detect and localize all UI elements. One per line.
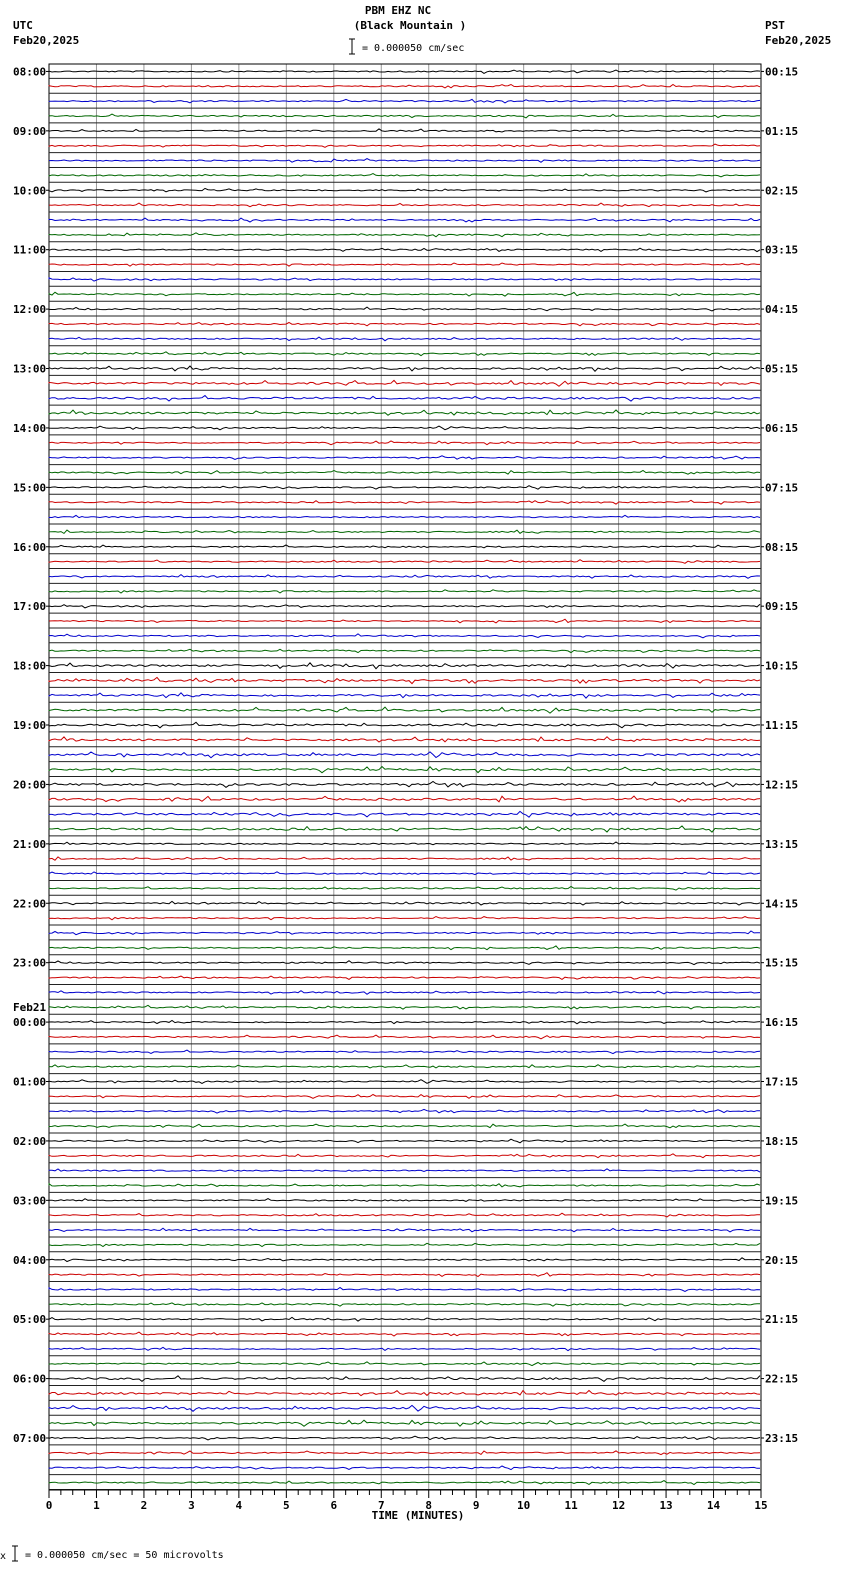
seismic-trace	[49, 575, 760, 579]
pst-hour-label: 19:15	[765, 1194, 799, 1208]
utc-hour-label: 08:00	[13, 65, 47, 79]
x-tick-label: 10	[517, 1499, 531, 1512]
seismic-trace	[49, 677, 760, 683]
seismic-trace	[49, 263, 760, 266]
utc-hour-label: 20:00	[13, 778, 47, 792]
pst-hour-label: 08:15	[765, 540, 799, 554]
seismic-trace	[49, 842, 760, 845]
seismic-trace	[49, 114, 760, 118]
x-tick-label: 4	[235, 1499, 243, 1512]
seismic-trace	[49, 129, 760, 132]
footer-scale-bar-icon	[10, 1545, 20, 1563]
seismic-trace	[49, 872, 760, 875]
seismic-trace	[49, 1095, 760, 1099]
pst-hour-label: 10:15	[765, 659, 799, 673]
seismic-trace	[49, 976, 760, 979]
pst-hour-label: 01:15	[765, 124, 799, 138]
seismic-trace	[49, 857, 760, 860]
seismic-trace	[49, 456, 760, 460]
pst-hour-label: 03:15	[765, 243, 799, 257]
utc-hour-label: 01:00	[13, 1075, 47, 1089]
seismic-trace	[49, 1109, 760, 1113]
seismic-trace	[49, 619, 760, 623]
seismic-trace	[49, 1154, 760, 1158]
seismic-trace	[49, 1184, 760, 1187]
scale-label: = 0.000050 cm/sec	[362, 43, 465, 54]
seismic-trace	[49, 396, 760, 402]
seismic-trace	[49, 307, 760, 311]
seismic-trace	[49, 426, 760, 430]
seismic-trace	[49, 737, 760, 742]
seismic-trace	[49, 604, 760, 608]
seismic-trace	[49, 1347, 760, 1350]
seismic-trace	[49, 545, 760, 548]
seismic-trace	[49, 1273, 760, 1277]
x-tick-label: 9	[472, 1499, 480, 1512]
utc-hour-label: 23:00	[13, 956, 47, 970]
footer-scale-note: = 0.000050 cm/sec = 50 microvolts	[25, 1550, 224, 1561]
seismic-trace	[49, 1303, 760, 1306]
pst-hour-label: 23:15	[765, 1432, 799, 1446]
seismic-trace	[49, 663, 760, 669]
seismic-trace	[49, 248, 760, 251]
utc-hour-label: 02:00	[13, 1134, 47, 1148]
seismic-trace	[49, 1169, 760, 1172]
station-location: (Black Mountain )	[353, 19, 467, 32]
seismic-trace	[49, 560, 760, 564]
pst-hour-label: 07:15	[765, 481, 799, 495]
right-timezone: PST	[765, 19, 785, 32]
pst-hour-label: 13:15	[765, 837, 799, 851]
pst-hour-label: 02:15	[765, 184, 799, 198]
left-timezone: UTC	[13, 19, 33, 32]
pst-hour-label: 12:15	[765, 778, 799, 792]
x-tick-label: 6	[330, 1499, 338, 1512]
utc-hour-label: 06:00	[13, 1372, 47, 1386]
seismic-trace	[49, 1436, 760, 1440]
seismic-trace	[49, 1317, 760, 1321]
seismic-trace	[49, 796, 760, 802]
seismic-trace	[49, 1021, 760, 1024]
seismic-trace	[49, 530, 760, 533]
utc-hour-label: 04:00	[13, 1253, 47, 1267]
utc-hour-label: 13:00	[13, 362, 47, 376]
utc-hour-label: 22:00	[13, 897, 47, 911]
seismic-trace	[49, 500, 760, 504]
seismic-trace	[49, 1065, 760, 1068]
seismic-trace	[49, 1228, 760, 1232]
pst-hour-label: 09:15	[765, 600, 799, 614]
seismic-trace	[49, 1481, 760, 1485]
seismic-trace	[49, 649, 760, 652]
pst-hour-label: 20:15	[765, 1253, 799, 1267]
pst-hour-label: 18:15	[765, 1134, 799, 1148]
seismic-trace	[49, 887, 760, 891]
utc-hour-label: 05:00	[13, 1313, 47, 1327]
seismic-trace	[49, 1035, 760, 1039]
pst-hour-label: 14:15	[765, 897, 799, 911]
seismic-trace	[49, 380, 760, 386]
seismic-trace	[49, 218, 760, 222]
pst-hour-label: 22:15	[765, 1372, 799, 1386]
seismic-trace	[49, 901, 760, 905]
seismic-trace	[49, 292, 760, 296]
utc-hour-label: 16:00	[13, 540, 47, 554]
pst-hour-label: 06:15	[765, 421, 799, 435]
seismic-trace	[49, 1139, 760, 1143]
seismic-trace	[49, 144, 760, 147]
utc-hour-label: 03:00	[13, 1194, 47, 1208]
utc-hour-label: 17:00	[13, 600, 47, 614]
utc-hour-label: 21:00	[13, 837, 47, 851]
seismic-trace	[49, 352, 760, 356]
x-tick-label: 15	[754, 1499, 768, 1512]
seismic-trace	[49, 337, 760, 341]
seismic-trace	[49, 174, 760, 177]
seismic-trace	[49, 826, 760, 832]
seismic-trace	[49, 752, 760, 758]
seismic-trace	[49, 1376, 760, 1382]
seismic-trace	[49, 634, 760, 638]
pst-hour-label: 00:15	[765, 65, 799, 79]
seismic-trace	[49, 1005, 760, 1009]
pst-hour-label: 17:15	[765, 1075, 799, 1089]
x-tick-label: 14	[706, 1499, 721, 1512]
utc-hour-label: 18:00	[13, 659, 47, 673]
seismic-trace	[49, 471, 760, 475]
seismic-trace	[49, 946, 760, 950]
seismic-trace	[49, 1405, 760, 1411]
pst-hour-label: 04:15	[765, 303, 799, 317]
date-change-label: Feb21	[13, 1001, 47, 1015]
utc-hour-label: 12:00	[13, 303, 47, 317]
pst-hour-label: 11:15	[765, 719, 799, 733]
utc-hour-label: 07:00	[13, 1432, 47, 1446]
utc-hour-label: 09:00	[13, 124, 47, 138]
seismic-trace	[49, 590, 760, 593]
x-tick-label: 8	[425, 1499, 433, 1512]
seismic-trace	[49, 85, 760, 88]
x-tick-label: 2	[140, 1499, 148, 1512]
seismic-trace	[49, 366, 760, 371]
seismic-trace	[49, 203, 760, 207]
pst-hour-label: 15:15	[765, 956, 799, 970]
utc-hour-label: 15:00	[13, 481, 47, 495]
seismic-trace	[49, 515, 760, 518]
seismic-trace	[49, 1213, 760, 1217]
right-date: Feb20,2025	[765, 34, 832, 47]
station-title: PBM EHZ NC	[364, 4, 432, 17]
seismic-trace	[49, 188, 760, 192]
seismic-trace	[49, 1080, 760, 1084]
seismic-trace	[49, 410, 760, 415]
x-tick-label: 1	[93, 1499, 100, 1512]
seismic-trace	[49, 961, 760, 965]
seismic-trace	[49, 1466, 760, 1470]
seismic-trace	[49, 991, 760, 995]
x-tick-label: 11	[564, 1499, 578, 1512]
x-axis-title: TIME (MINUTES)	[371, 1509, 465, 1522]
utc-hour-label: 19:00	[13, 719, 47, 733]
seismic-trace	[49, 931, 760, 935]
seismic-trace	[49, 1050, 760, 1054]
seismic-trace	[49, 1362, 760, 1366]
seismic-trace	[49, 1420, 760, 1426]
seismic-trace	[49, 70, 760, 73]
seismic-trace	[49, 767, 760, 773]
seismic-trace	[49, 693, 760, 698]
seismic-trace	[49, 486, 760, 490]
seismic-trace	[49, 782, 760, 788]
utc-hour-label: 11:00	[13, 243, 47, 257]
x-tick-label: 5	[283, 1499, 290, 1512]
seismic-trace	[49, 1258, 760, 1262]
seismic-trace	[49, 917, 760, 920]
seismic-trace	[49, 1199, 760, 1202]
x-tick-label: 7	[377, 1499, 385, 1512]
seismic-trace	[49, 99, 760, 103]
pst-hour-label: 05:15	[765, 362, 799, 376]
pst-hour-label: 21:15	[765, 1313, 799, 1327]
seismic-trace	[49, 1124, 760, 1128]
seismic-trace	[49, 278, 760, 281]
seismic-trace	[49, 441, 760, 445]
left-date: Feb20,2025	[13, 34, 80, 47]
seismic-trace	[49, 707, 760, 713]
utc-hour-label: 10:00	[13, 184, 47, 198]
utc-hour-label: 14:00	[13, 421, 47, 435]
x-tick-label: 12	[611, 1499, 626, 1512]
seismic-trace	[49, 1390, 760, 1395]
seismic-trace	[49, 811, 760, 817]
pst-hour-label: 16:15	[765, 1016, 799, 1030]
seismic-trace	[49, 233, 760, 237]
seismic-trace	[49, 1288, 760, 1292]
seismic-trace	[49, 1243, 760, 1246]
x-tick-label: 13	[659, 1499, 673, 1512]
seismic-trace	[49, 1332, 760, 1336]
seismic-trace	[49, 323, 760, 326]
x-tick-label: 0	[45, 1499, 53, 1512]
footer-mark: x	[0, 1551, 7, 1562]
seismic-trace	[49, 159, 760, 163]
utc-hour-label: 00:00	[13, 1016, 47, 1030]
seismic-trace	[49, 722, 760, 728]
seismic-trace	[49, 1451, 760, 1455]
x-tick-label: 3	[188, 1499, 195, 1512]
